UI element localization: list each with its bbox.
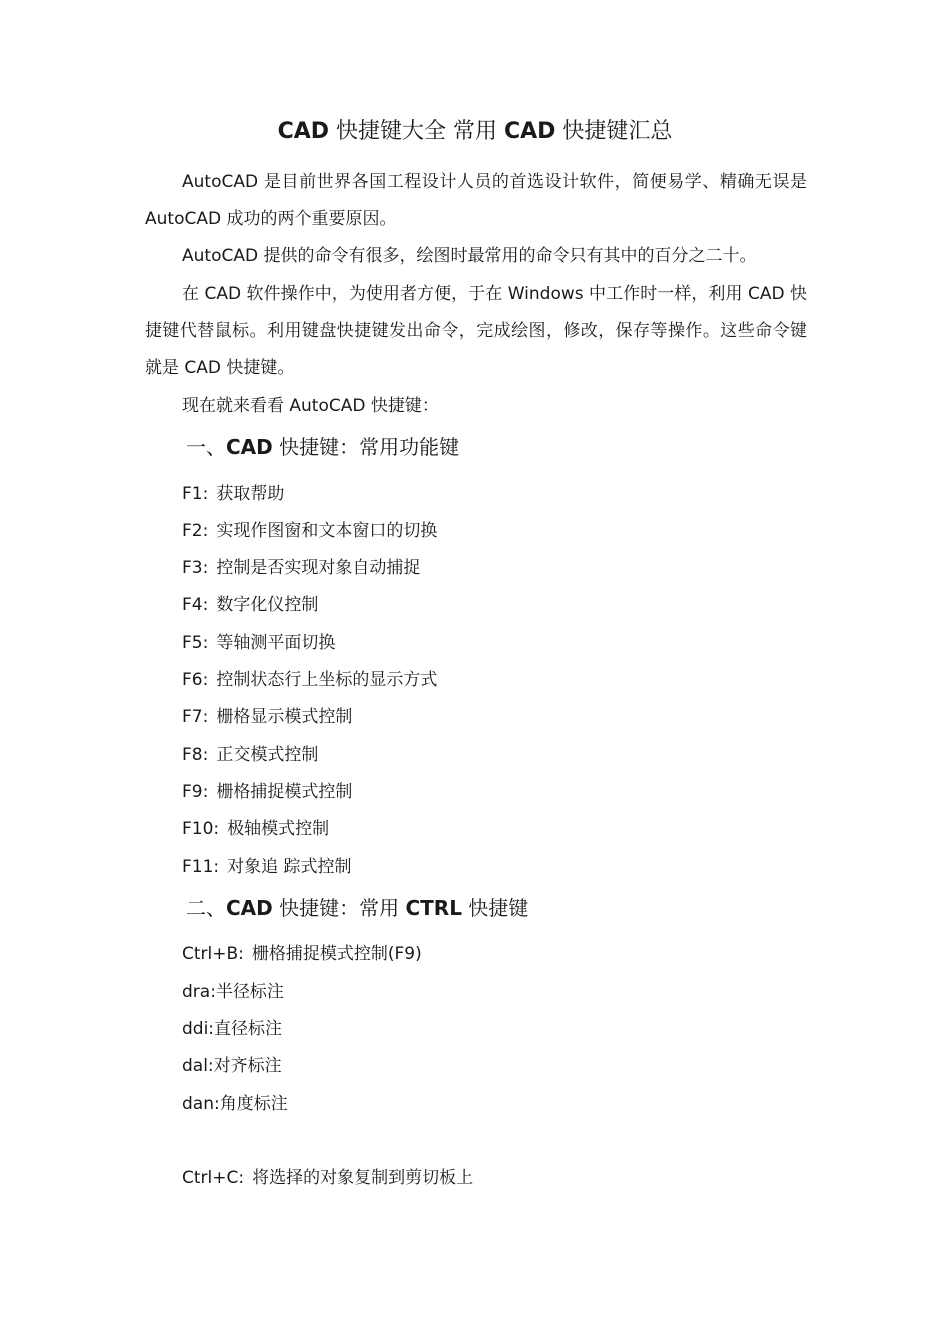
intro-paragraph-1: AutoCAD 是目前世界各国工程设计人员的首选设计软件，简便易学、精确无误是 AutoCAD 成功的两个重要原因。 bbox=[145, 172, 807, 229]
list-item: F3: 控制是否实现对象自动捕捉 bbox=[182, 558, 421, 578]
list-item: ddi:直径标注 bbox=[182, 1019, 283, 1039]
section-heading-function-keys: 一、CAD 快捷键：常用功能键 bbox=[186, 435, 460, 459]
list-item: F8: 正交模式控制 bbox=[182, 745, 319, 765]
list-item: dra:半径标注 bbox=[182, 982, 284, 1002]
list-item: F1: 获取帮助 bbox=[182, 484, 285, 504]
document-title: CAD 快捷键大全 常用 CAD 快捷键汇总 bbox=[277, 119, 673, 144]
list-item: dal:对齐标注 bbox=[182, 1056, 282, 1076]
intro-paragraph-4: 现在就来看看 AutoCAD 快捷键： bbox=[182, 396, 439, 416]
intro-paragraph-2: AutoCAD 提供的命令有很多，绘图时最常用的命令只有其中的百分之二十。 bbox=[182, 246, 757, 266]
list-item: F7: 栅格显示模式控制 bbox=[182, 707, 353, 727]
intro-paragraph-3: 在 CAD 软件操作中，为使用者方便，于在 Windows 中工作时一样，利用 CAD 快捷键代替鼠标。利用键盘快捷键发出命令，完成绘图，修改，保存等操作。这些命令键就是 CAD 快捷键。 bbox=[145, 284, 807, 378]
list-item: F10: 极轴模式控制 bbox=[182, 819, 330, 839]
list-item: F4: 数字化仪控制 bbox=[182, 595, 319, 615]
list-item: F9: 栅格捕捉模式控制 bbox=[182, 782, 353, 802]
list-item: F11: 对象追 踪式控制 bbox=[182, 857, 352, 877]
list-item: F2: 实现作图窗和文本窗口的切换 bbox=[182, 521, 438, 541]
list-item: F5: 等轴测平面切换 bbox=[182, 633, 336, 653]
list-item: F6: 控制状态行上坐标的显示方式 bbox=[182, 670, 438, 690]
section-heading-ctrl-keys: 二、CAD 快捷键：常用 CTRL 快捷键 bbox=[186, 896, 529, 920]
list-item: Ctrl+B: 栅格捕捉模式控制(F9) bbox=[182, 944, 422, 964]
list-item: Ctrl+C: 将选择的对象复制到剪切板上 bbox=[182, 1168, 474, 1188]
list-item: dan:角度标注 bbox=[182, 1094, 288, 1114]
